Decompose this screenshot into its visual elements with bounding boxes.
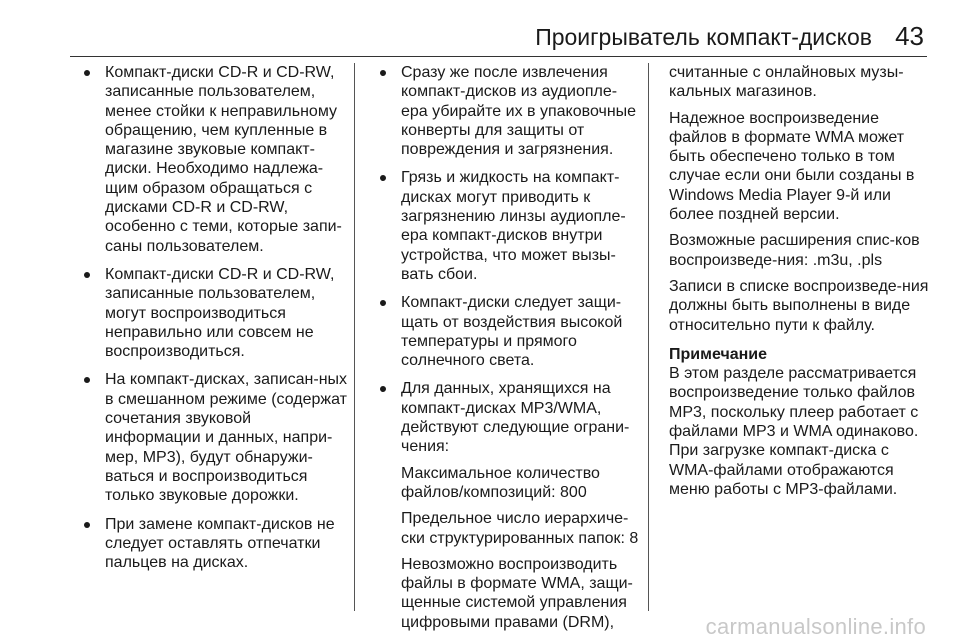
list-item: Компакт-диски CD-R и CD-RW, записанные пользователем, менее стойки к неправильному обращению, чем купленные в магазине звуковые компакт-диски. Необходимо надлежа-щим образом обращаться с дисками CD-R и CD-RW, особенно с теми, которые запи-саны пользователем. <box>80 63 348 256</box>
bullet-icon <box>380 300 386 306</box>
restriction-item: Возможные расширения спис-ков воспроизведе-ния: .m3u, .pls <box>669 232 920 269</box>
restriction-item: Максимальное количество файлов/композиций: 800 <box>401 464 600 501</box>
bullet-icon <box>84 272 90 278</box>
bullet-icon <box>380 70 386 76</box>
header-divider <box>70 56 927 57</box>
restriction-item: Невозможно воспроизводить файлы в формате WMA, защи-щенные системой управления цифровыми правами (DRM), <box>401 555 633 631</box>
bullet-icon <box>84 70 90 76</box>
page-title: Проигрыватель компакт-дисков <box>535 24 872 50</box>
list-item: На компакт-дисках, записан-ных в смешанном режиме (содержат сочетания звуковой информации и данных, напри-мер, MP3), будут обнаружи-ваться и воспроизводиться только звуковые дорожки. <box>80 370 348 505</box>
bullet-icon <box>380 175 386 181</box>
restriction-item: Надежное воспроизведение файлов в формате WMA может быть обеспечено только в том случае если они были созданы в Windows Media Player 9-й или более поздней версии. <box>669 109 915 224</box>
restriction-item: Записи в списке воспроизведе-ния должны быть выполнены в виде относительно пути к файлу. <box>669 277 929 334</box>
bullet-list <box>376 63 642 457</box>
list-item: Для данных, хранящихся на компакт-дисках MP3/WMA, действуют следующие ограни-чения: <box>376 379 642 456</box>
column-divider <box>354 63 355 611</box>
page-number: 43 <box>895 21 924 51</box>
column-right <box>669 63 931 506</box>
restriction-item: Предельное число иерархиче-ски структурированных папок: 8 <box>401 510 639 547</box>
list-item: При замене компакт-дисков не следует оставлять отпечатки пальцев на дисках. <box>80 515 348 573</box>
column-divider <box>648 63 649 611</box>
note-heading: Примечание <box>669 345 768 363</box>
page-header <box>0 0 960 64</box>
bullet-icon <box>84 522 90 528</box>
bullet-icon <box>84 377 90 383</box>
list-item: Компакт-диски CD-R и CD-RW, записанные пользователем, могут воспроизводиться неправильно или совсем не воспроизводиться. <box>80 265 348 361</box>
column-middle <box>376 63 642 639</box>
list-item: Сразу же после извлечения компакт-дисков из аудиопле-ера убирайте их в упаковочные конверты для защиты от повреждения и загрязнения. <box>376 63 642 159</box>
column-left <box>80 63 348 581</box>
note-text: В этом разделе рассматривается воспроизведение только файлов MP3, поскольку плеер работает с файлами MP3 и WMA одинаково. При загрузке компакт-диска с WMA-файлами отображаются меню работы с MP3-файлами. <box>669 365 919 498</box>
watermark: carmanualsonline.info <box>705 614 926 639</box>
bullet-icon <box>380 386 386 392</box>
list-item: Компакт-диски следует защи-щать от воздействия высокой температуры и прямого солнечного света. <box>376 293 642 370</box>
list-item: Грязь и жидкость на компакт-дисках могут приводить к загрязнению линзы аудиопле-ера компакт-дисков внутри устройства, что может вызы-вать сбои. <box>376 168 642 284</box>
restriction-item: считанные с онлайновых музы-кальных магазинов. <box>669 64 904 101</box>
bullet-list <box>80 63 348 572</box>
